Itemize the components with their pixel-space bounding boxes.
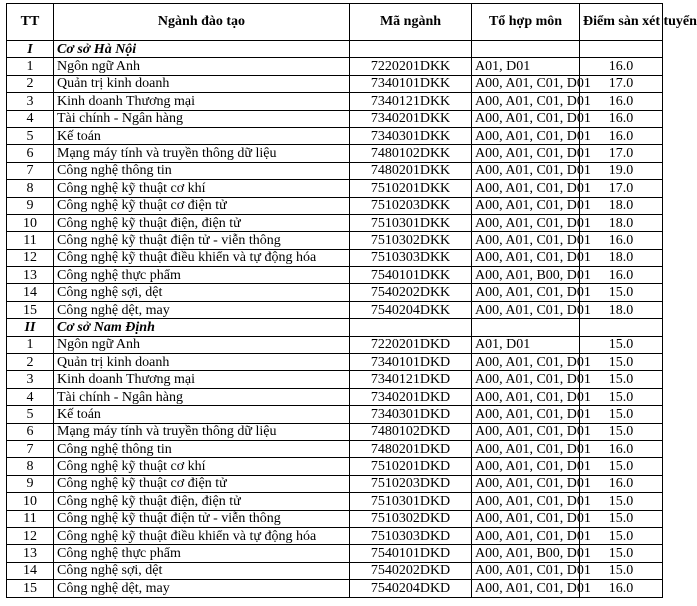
row-number: 4: [7, 110, 54, 127]
table-row: [7, 75, 663, 92]
header-tt: TT: [7, 4, 54, 41]
major-code: 7480201DKD: [350, 440, 472, 457]
major-code: 7510302DKK: [350, 232, 472, 249]
subject-combination: A00, A01, C01, D01: [472, 493, 580, 510]
section-title: Cơ sở Nam Định: [54, 319, 350, 336]
empty-cell: [580, 41, 663, 58]
major-code: 7510203DKD: [350, 475, 472, 492]
minimum-score: 18.0: [580, 197, 663, 214]
minimum-score: 15.0: [580, 510, 663, 527]
subject-combination: A00, A01, C01, D01: [472, 354, 580, 371]
row-number: 8: [7, 458, 54, 475]
row-number: 9: [7, 197, 54, 214]
minimum-score: 16.0: [580, 580, 663, 597]
major-code: 7480102DKD: [350, 423, 472, 440]
major-code: 7540202DKK: [350, 284, 472, 301]
row-number: 6: [7, 423, 54, 440]
row-number: 10: [7, 493, 54, 510]
major-code: 7340101DKK: [350, 75, 472, 92]
subject-combination: A00, A01, C01, D01: [472, 475, 580, 492]
minimum-score: 15.0: [580, 527, 663, 544]
subject-combination: A00, A01, C01, D01: [472, 371, 580, 388]
subject-combination: A00, A01, C01, D01: [472, 423, 580, 440]
minimum-score: 17.0: [580, 75, 663, 92]
major-name: Công nghệ sợi, dệt: [54, 284, 350, 301]
major-code: 7540101DKK: [350, 267, 472, 284]
subject-combination: A00, A01, C01, D01: [472, 75, 580, 92]
table-row: [7, 145, 663, 162]
major-code: 7510301DKK: [350, 214, 472, 231]
row-number: 12: [7, 527, 54, 544]
major-code: 7540202DKD: [350, 562, 472, 579]
major-name: Công nghệ dệt, may: [54, 301, 350, 318]
table-row: [7, 354, 663, 371]
minimum-score: 16.0: [580, 127, 663, 144]
major-name: Công nghệ dệt, may: [54, 580, 350, 597]
major-name: Quản trị kinh doanh: [54, 354, 350, 371]
table-row: [7, 458, 663, 475]
major-name: Công nghệ kỹ thuật điện tử - viễn thông: [54, 510, 350, 527]
major-name: Công nghệ kỹ thuật điều khiển và tự động hóa: [54, 249, 350, 266]
row-number: 1: [7, 58, 54, 75]
row-number: 11: [7, 232, 54, 249]
subject-combination: A00, A01, C01, D01: [472, 510, 580, 527]
row-number: 5: [7, 406, 54, 423]
minimum-score: 15.0: [580, 354, 663, 371]
subject-combination: A00, A01, C01, D01: [472, 562, 580, 579]
major-code: 7340121DKD: [350, 371, 472, 388]
major-code: 7510201DKD: [350, 458, 472, 475]
major-name: Ngôn ngữ Anh: [54, 336, 350, 353]
table-row: [7, 336, 663, 353]
major-name: Công nghệ thông tin: [54, 162, 350, 179]
row-number: 3: [7, 93, 54, 110]
subject-combination: A00, A01, C01, D01: [472, 284, 580, 301]
section-title: Cơ sở Hà Nội: [54, 41, 350, 58]
minimum-score: 16.0: [580, 267, 663, 284]
subject-combination: A00, A01, C01, D01: [472, 249, 580, 266]
table-row: [7, 58, 663, 75]
header-row: [7, 4, 663, 41]
subject-combination: A00, A01, C01, D01: [472, 580, 580, 597]
minimum-score: 16.0: [580, 440, 663, 457]
minimum-score: 15.0: [580, 493, 663, 510]
section-number: I: [7, 41, 54, 58]
subject-combination: A00, A01, C01, D01: [472, 440, 580, 457]
table-row: [7, 510, 663, 527]
table-row: [7, 527, 663, 544]
header-major: Ngành đào tạo: [54, 4, 350, 41]
subject-combination: A00, A01, C01, D01: [472, 110, 580, 127]
minimum-score: 15.0: [580, 545, 663, 562]
table-row: [7, 301, 663, 318]
minimum-score: 18.0: [580, 214, 663, 231]
row-number: 7: [7, 440, 54, 457]
empty-cell: [472, 41, 580, 58]
table-row: [7, 267, 663, 284]
table-row: [7, 232, 663, 249]
row-number: 13: [7, 545, 54, 562]
major-code: 7340121DKK: [350, 93, 472, 110]
major-code: 7540101DKD: [350, 545, 472, 562]
major-name: Công nghệ thực phẩm: [54, 267, 350, 284]
major-code: 7340101DKD: [350, 354, 472, 371]
minimum-score: 15.0: [580, 336, 663, 353]
empty-cell: [350, 41, 472, 58]
table-row: [7, 388, 663, 405]
major-code: 7510201DKK: [350, 180, 472, 197]
header-combo: Tổ hợp môn: [472, 4, 580, 41]
row-number: 8: [7, 180, 54, 197]
major-code: 7340301DKK: [350, 127, 472, 144]
table-row: [7, 493, 663, 510]
major-name: Quản trị kinh doanh: [54, 75, 350, 92]
row-number: 2: [7, 354, 54, 371]
major-name: Công nghệ kỹ thuật điện tử - viễn thông: [54, 232, 350, 249]
table-row: [7, 475, 663, 492]
major-code: 7220201DKD: [350, 336, 472, 353]
major-code: 7480102DKK: [350, 145, 472, 162]
major-code: 7480201DKK: [350, 162, 472, 179]
major-name: Kinh doanh Thương mại: [54, 371, 350, 388]
admission-table-container: [6, 3, 697, 598]
minimum-score: 16.0: [580, 475, 663, 492]
major-name: Công nghệ sợi, dệt: [54, 562, 350, 579]
major-name: Công nghệ kỹ thuật cơ điện tử: [54, 475, 350, 492]
row-number: 12: [7, 249, 54, 266]
minimum-score: 15.0: [580, 388, 663, 405]
subject-combination: A00, A01, C01, D01: [472, 127, 580, 144]
row-number: 2: [7, 75, 54, 92]
table-row: [7, 127, 663, 144]
major-name: Công nghệ kỹ thuật cơ điện tử: [54, 197, 350, 214]
major-name: Tài chính - Ngân hàng: [54, 388, 350, 405]
table-row: [7, 440, 663, 457]
table-row: [7, 214, 663, 231]
minimum-score: 16.0: [580, 232, 663, 249]
section-row: [7, 41, 663, 58]
minimum-score: 15.0: [580, 423, 663, 440]
table-row: [7, 406, 663, 423]
subject-combination: A01, D01: [472, 336, 580, 353]
minimum-score: 16.0: [580, 93, 663, 110]
table-row: [7, 110, 663, 127]
empty-cell: [580, 319, 663, 336]
major-name: Ngôn ngữ Anh: [54, 58, 350, 75]
subject-combination: A00, A01, C01, D01: [472, 180, 580, 197]
table-row: [7, 249, 663, 266]
minimum-score: 15.0: [580, 562, 663, 579]
major-name: Công nghệ kỹ thuật điều khiển và tự động hóa: [54, 527, 350, 544]
row-number: 14: [7, 562, 54, 579]
table-row: [7, 580, 663, 597]
major-name: Mạng máy tính và truyền thông dữ liệu: [54, 145, 350, 162]
table-header: [7, 4, 697, 41]
row-number: 6: [7, 145, 54, 162]
minimum-score: 15.0: [580, 406, 663, 423]
subject-combination: A00, A01, B00, D01: [472, 267, 580, 284]
subject-combination: A00, A01, C01, D01: [472, 93, 580, 110]
table-row: [7, 162, 663, 179]
major-code: 7510303DKD: [350, 527, 472, 544]
major-code: 7510203DKK: [350, 197, 472, 214]
table-row: [7, 180, 663, 197]
minimum-score: 15.0: [580, 284, 663, 301]
table-row: [7, 562, 663, 579]
subject-combination: A00, A01, C01, D01: [472, 214, 580, 231]
subject-combination: A00, A01, C01, D01: [472, 301, 580, 318]
row-number: 15: [7, 301, 54, 318]
major-code: 7220201DKK: [350, 58, 472, 75]
major-name: Kế toán: [54, 127, 350, 144]
table-row: [7, 371, 663, 388]
row-number: 10: [7, 214, 54, 231]
minimum-score: 16.0: [580, 110, 663, 127]
subject-combination: A00, A01, B00, D01: [472, 545, 580, 562]
major-name: Công nghệ thực phẩm: [54, 545, 350, 562]
major-code: 7510301DKD: [350, 493, 472, 510]
minimum-score: 19.0: [580, 162, 663, 179]
subject-combination: A00, A01, C01, D01: [472, 197, 580, 214]
major-name: Công nghệ kỹ thuật điện, điện tử: [54, 493, 350, 510]
row-number: 7: [7, 162, 54, 179]
subject-combination: A00, A01, C01, D01: [472, 145, 580, 162]
major-code: 7340201DKD: [350, 388, 472, 405]
major-name: Kế toán: [54, 406, 350, 423]
major-name: Mạng máy tính và truyền thông dữ liệu: [54, 423, 350, 440]
subject-combination: A00, A01, C01, D01: [472, 162, 580, 179]
section-number: II: [7, 319, 54, 336]
major-code: 7340201DKK: [350, 110, 472, 127]
minimum-score: 18.0: [580, 249, 663, 266]
major-name: Công nghệ thông tin: [54, 440, 350, 457]
row-number: 14: [7, 284, 54, 301]
row-number: 4: [7, 388, 54, 405]
table-row: [7, 545, 663, 562]
row-number: 13: [7, 267, 54, 284]
minimum-score: 17.0: [580, 145, 663, 162]
empty-cell: [350, 319, 472, 336]
table-row: [7, 197, 663, 214]
major-name: Tài chính - Ngân hàng: [54, 110, 350, 127]
row-number: 3: [7, 371, 54, 388]
major-code: 7340301DKD: [350, 406, 472, 423]
row-number: 5: [7, 127, 54, 144]
minimum-score: 15.0: [580, 458, 663, 475]
major-name: Công nghệ kỹ thuật cơ khí: [54, 180, 350, 197]
major-code: 7510303DKK: [350, 249, 472, 266]
row-number: 15: [7, 580, 54, 597]
minimum-score: 17.0: [580, 180, 663, 197]
major-code: 7540204DKD: [350, 580, 472, 597]
table-body: [7, 41, 663, 598]
row-number: 1: [7, 336, 54, 353]
section-row: [7, 319, 663, 336]
table-row: [7, 423, 663, 440]
subject-combination: A00, A01, C01, D01: [472, 458, 580, 475]
major-code: 7540204DKK: [350, 301, 472, 318]
major-name: Công nghệ kỹ thuật điện, điện tử: [54, 214, 350, 231]
major-name: Kinh doanh Thương mại: [54, 93, 350, 110]
header-score: Điểm sàn xét tuyển: [580, 4, 663, 41]
subject-combination: A00, A01, C01, D01: [472, 406, 580, 423]
row-number: 9: [7, 475, 54, 492]
minimum-score: 18.0: [580, 301, 663, 318]
subject-combination: A00, A01, C01, D01: [472, 232, 580, 249]
header-code: Mã ngành: [350, 4, 472, 41]
row-number: 11: [7, 510, 54, 527]
subject-combination: A00, A01, C01, D01: [472, 527, 580, 544]
empty-cell: [472, 319, 580, 336]
minimum-score: 16.0: [580, 58, 663, 75]
table-row: [7, 284, 663, 301]
subject-combination: A01, D01: [472, 58, 580, 75]
major-name: Công nghệ kỹ thuật cơ khí: [54, 458, 350, 475]
table-row: [7, 93, 663, 110]
major-code: 7510302DKD: [350, 510, 472, 527]
minimum-score: 15.0: [580, 371, 663, 388]
subject-combination: A00, A01, C01, D01: [472, 388, 580, 405]
admission-score-table: [6, 3, 697, 598]
